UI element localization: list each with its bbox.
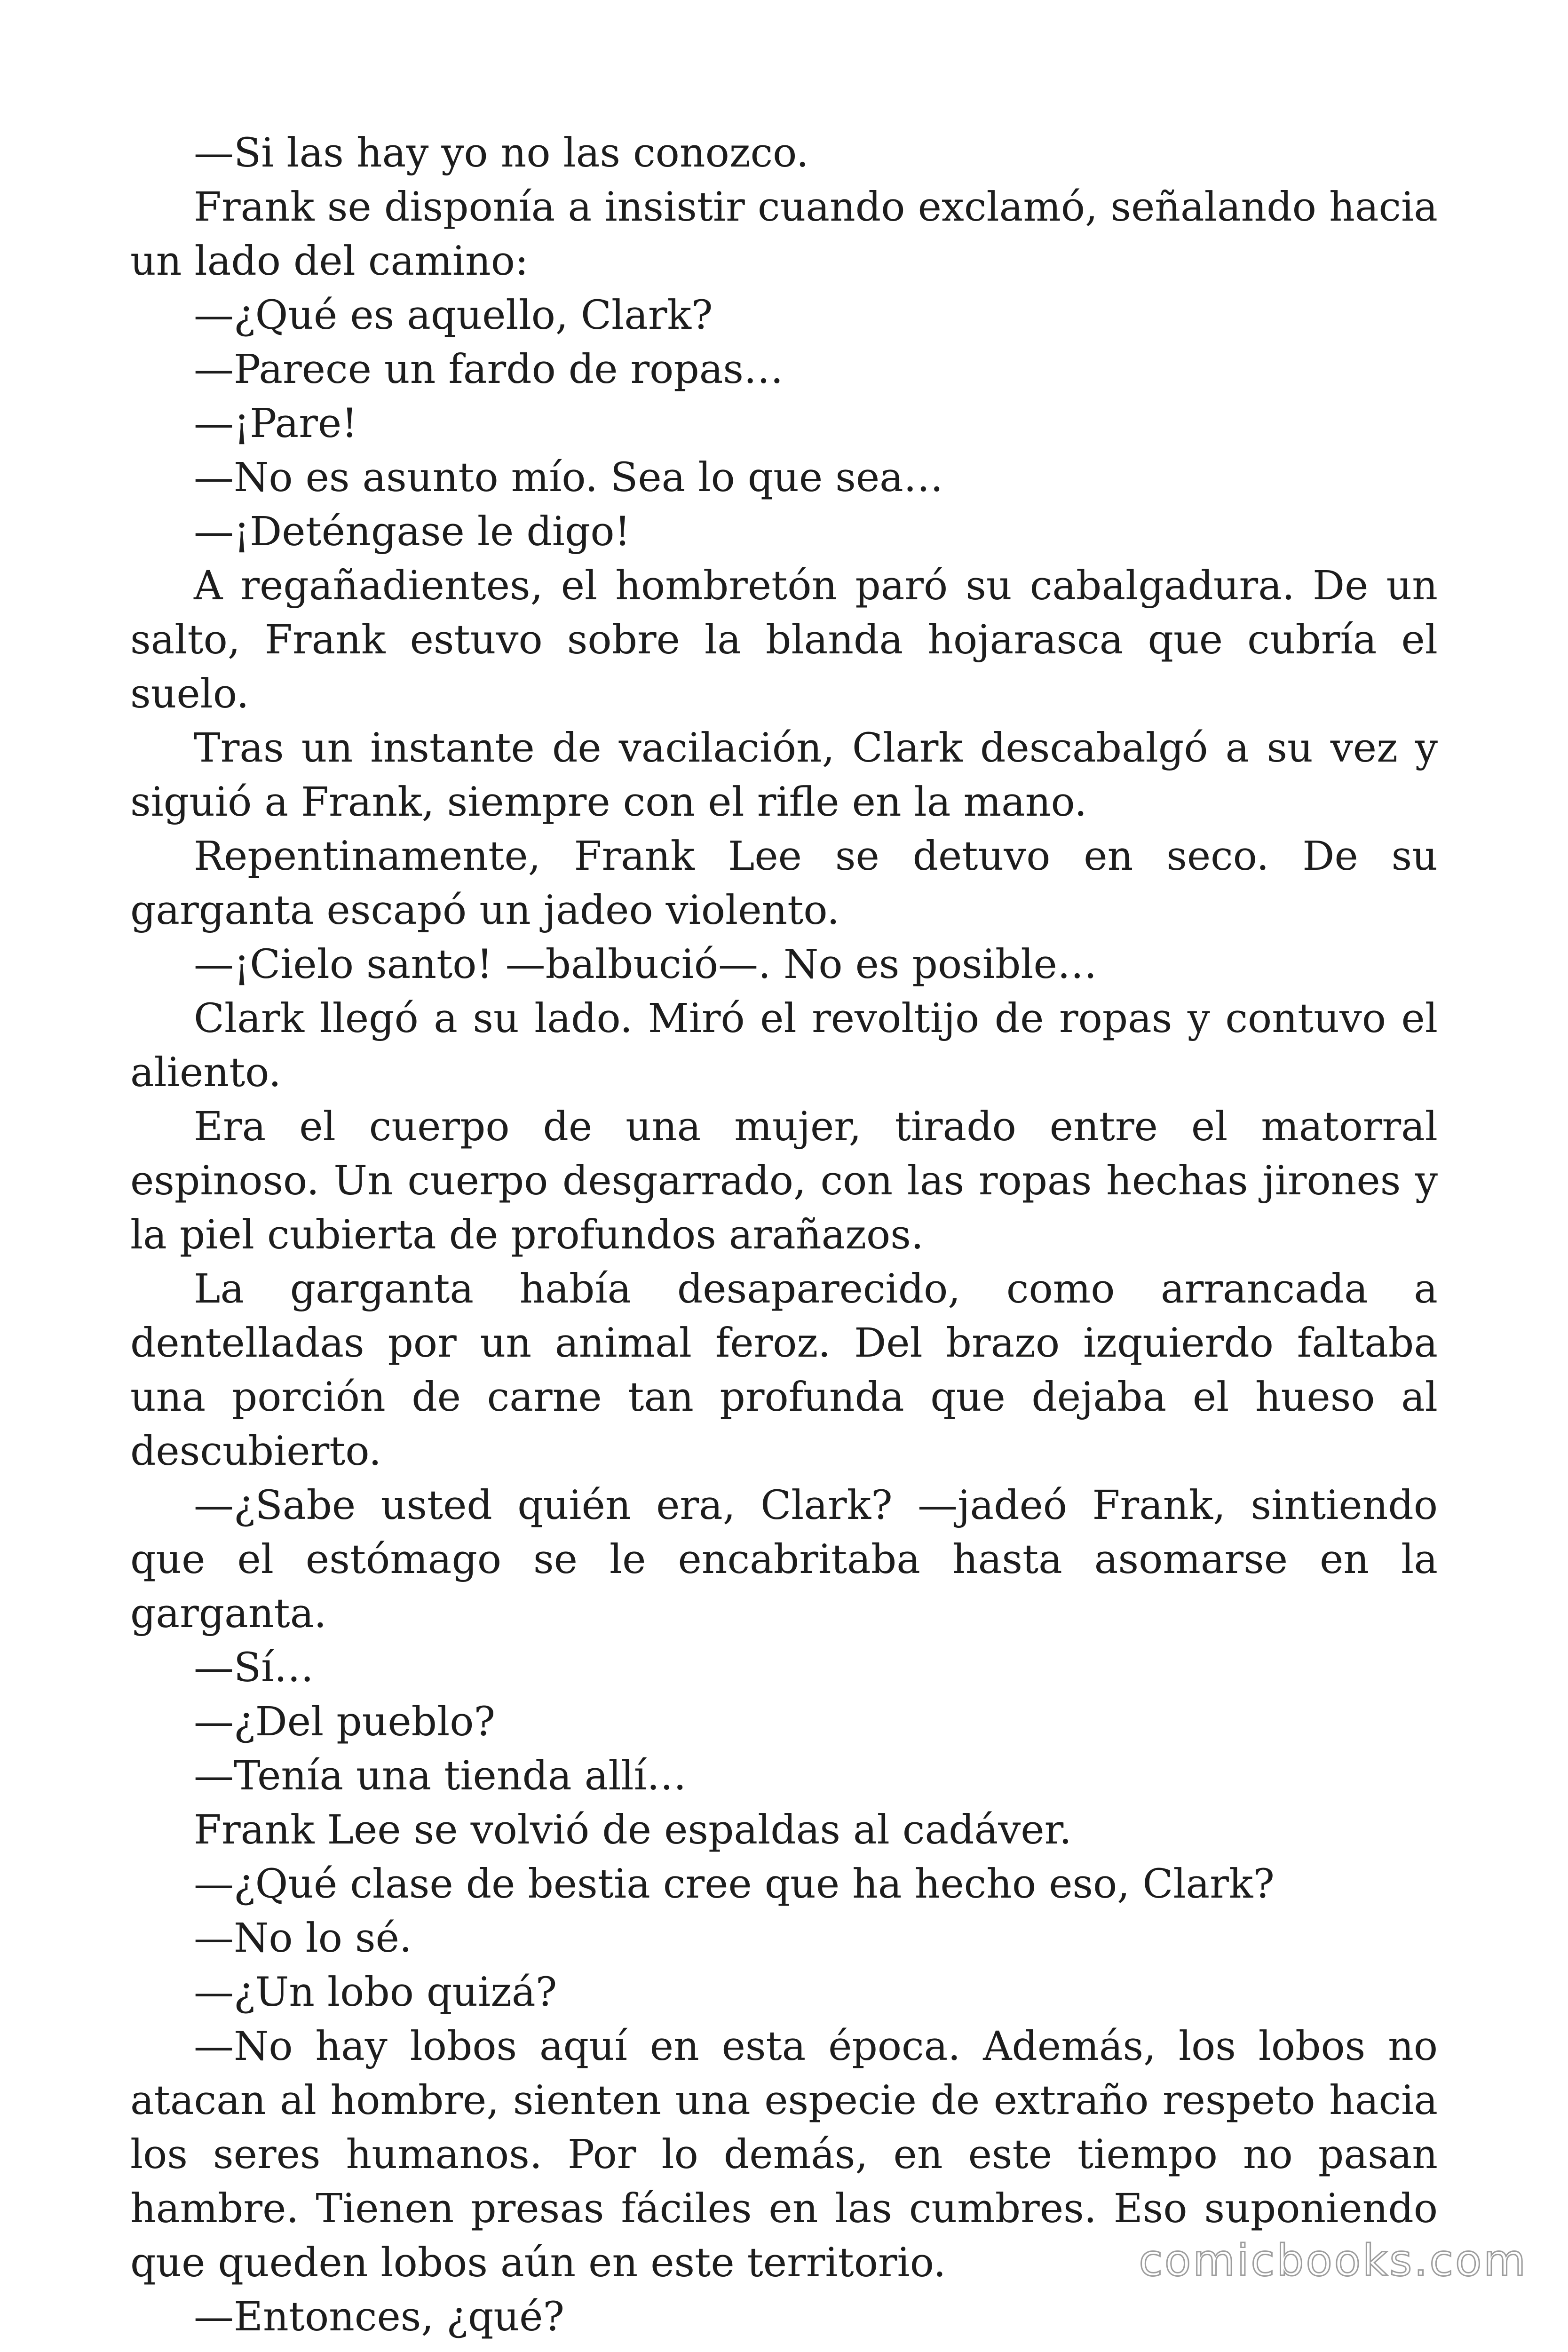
paragraph: —¿Qué es aquello, Clark? — [194, 292, 713, 339]
paragraph: Repentinamente, Frank Lee se detuvo en seco. De su garganta escapó un jadeo violento. — [130, 833, 1438, 934]
page-text — [130, 126, 1438, 2344]
paragraph: —¿Un lobo quizá? — [194, 1969, 557, 2016]
paragraph: A regañadientes, el hombretón paró su cabalgadura. De un salto, Frank estuvo sobre la blanda hojarasca que cubría el suelo. — [130, 563, 1438, 717]
paragraph: —¡Cielo santo! —balbució—. No es posible… — [194, 941, 1097, 988]
paragraph: —Tenía una tienda allí… — [194, 1753, 687, 1799]
paragraph: Tras un instante de vacilación, Clark descabalgó a su vez y siguió a Frank, siempre con el rifle en la mano. — [130, 725, 1438, 826]
paragraph: —Sí… — [194, 1645, 314, 1691]
paragraph: —¿Qué clase de bestia cree que ha hecho eso, Clark? — [194, 1861, 1275, 1907]
paragraph: Clark llegó a su lado. Miró el revoltijo de ropas y contuvo el aliento. — [130, 995, 1438, 1096]
paragraph: —¿Del pueblo? — [194, 1699, 496, 1745]
paragraph: La garganta había desaparecido, como arrancada a dentelladas por un animal feroz. Del brazo izquierdo faltaba una porción de carne tan profunda que dejaba el hueso al descubierto. — [130, 1266, 1438, 1475]
paragraph: —Si las hay yo no las conozco. — [194, 130, 809, 176]
paragraph: Frank se disponía a insistir cuando exclamó, señalando hacia un lado del camino: — [130, 184, 1438, 285]
paragraph: —No lo sé. — [194, 1915, 412, 1962]
paragraph: —No es asunto mío. Sea lo que sea… — [194, 454, 943, 501]
paragraph: —¡Deténgase le digo! — [194, 509, 631, 555]
watermark: comicbooks.com — [1139, 2235, 1528, 2286]
paragraph: —No hay lobos aquí en esta época. Además, los lobos no atacan al hombre, sienten una especie de extraño respeto hacia los seres humanos. Por lo demás, en este tiempo no pasan hambre. Tienen presas fáciles en las cumbres. Eso suponiendo que queden lobos aún en este territorio. — [130, 2023, 1438, 2286]
paragraph: Frank Lee se volvió de espaldas al cadáver. — [194, 1807, 1072, 1853]
paragraph: —Parece un fardo de ropas… — [194, 346, 784, 393]
paragraph: —¡Pare! — [194, 400, 358, 447]
paragraph: —¿Sabe usted quién era, Clark? —jadeó Frank, sintiendo que el estómago se le encabritaba hasta asomarse en la garganta. — [130, 1482, 1438, 1637]
paragraph: —Entonces, ¿qué? — [194, 2294, 565, 2340]
paragraph: Era el cuerpo de una mujer, tirado entre el matorral espinoso. Un cuerpo desgarrado, con las ropas hechas jirones y la piel cubierta de profundos arañazos. — [130, 1104, 1438, 1258]
